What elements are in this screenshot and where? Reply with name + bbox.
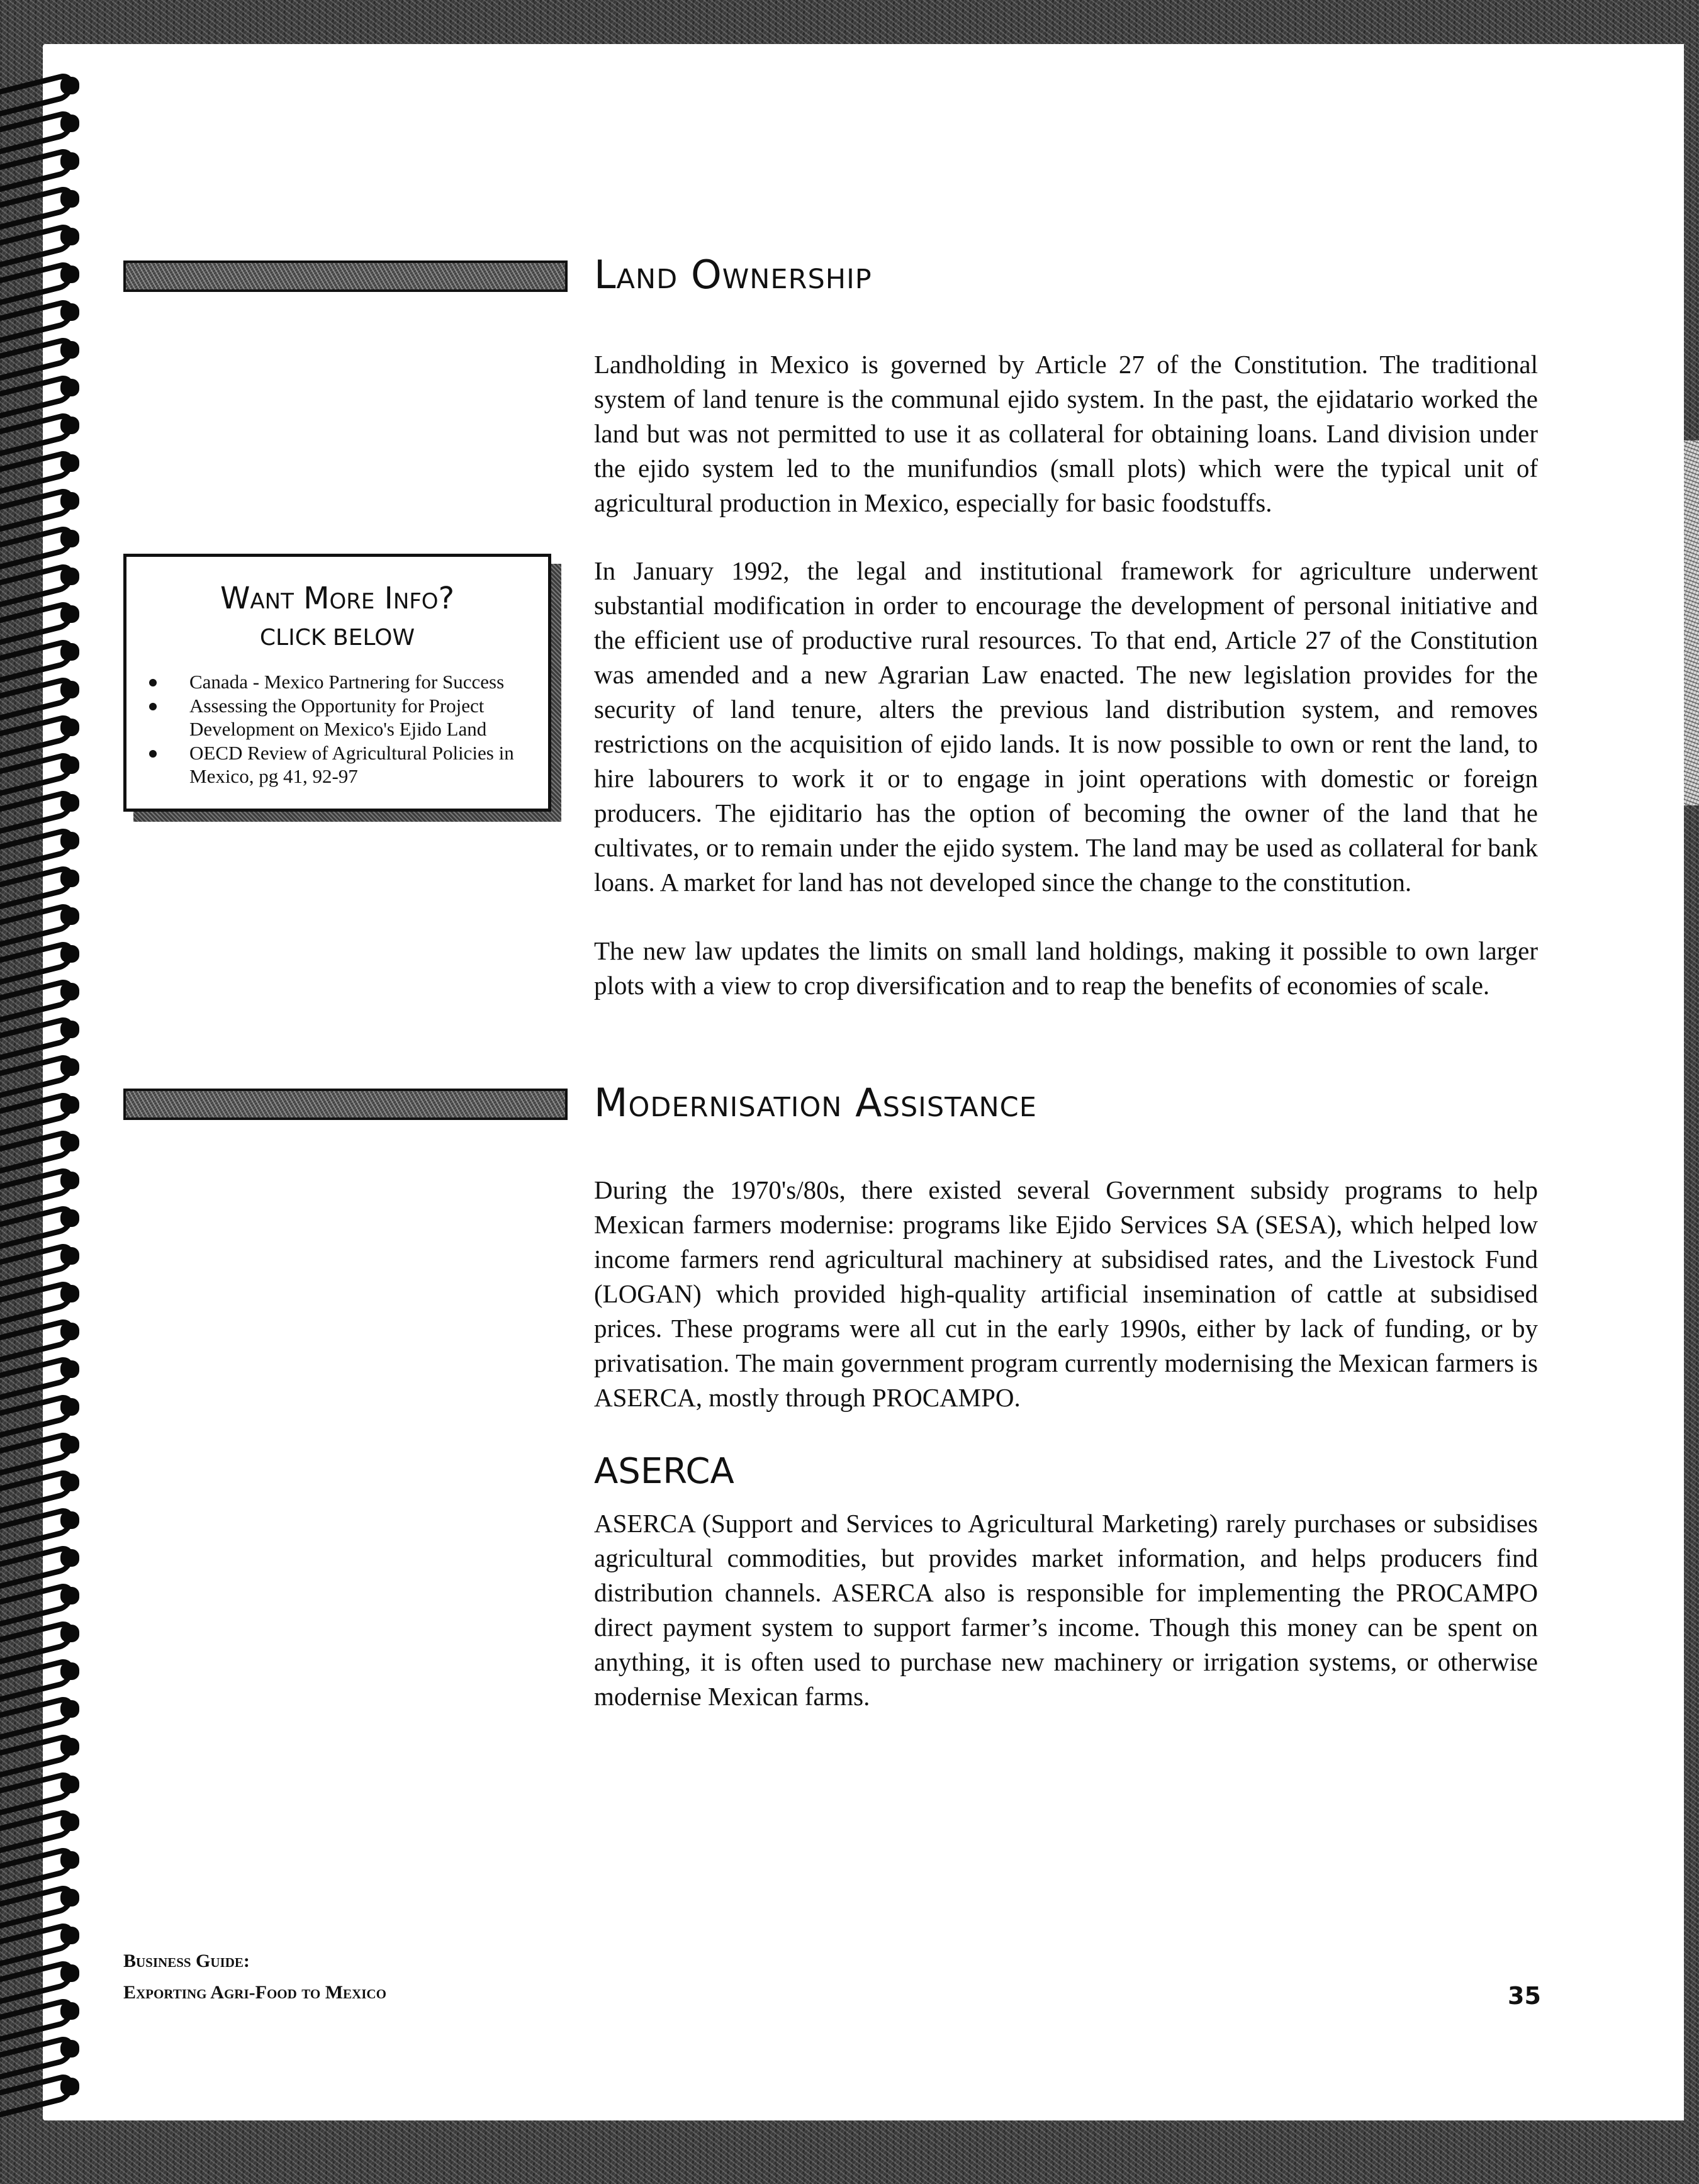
spiral-coil [0,1428,94,1465]
spiral-coil [0,1730,94,1767]
page-number: 35 [1508,1982,1541,2010]
spiral-coil [0,1617,94,1654]
spiral-coil [0,1542,94,1578]
binding-hole [60,1096,79,1114]
spiral-coil [0,1768,94,1805]
binding-hole [60,643,79,661]
spiral-coil [0,1202,94,1238]
binding-hole [60,1134,79,1151]
spiral-coil [0,1240,94,1276]
binding-hole [60,907,79,925]
binding-hole [60,379,79,396]
paragraph: During the 1970's/80s, there existed several Government subsidy programs to help Mexican farmers modernise: programs like Ejido Services SA (SESA), which helped low income farmers rend agricultural machinery at subsidised rates, and the Livestock Fund (LOGAN) which provided high-quality artificial insemination of cattle at subsidised prices. These programs were all cut in the early 1990s, either by lack of funding, or by privatisation. The main government program currently modernising the Mexican farmers is ASERCA, mostly through PROCAMPO. [594,1175,1538,1412]
paragraph: The new law updates the limits on small land holdings, making it possible to own larger plots with a view to crop diversification and to reap the benefits of economies of scale. [594,936,1538,1000]
spiral-coil [0,2070,94,2107]
paragraph: In January 1992, the legal and institutional framework for agriculture underwent substantial modification in order to encourage the development of personal initiative and the efficient use of productive rural resources. To that end, Article 27 of the Constitution was amended and a new Agrarian Law enacted. The new legislation provides for the security of land tenure, alters the previous land distribution system, and removes restrictions on the acquisition of ejido lands. It is now possible to own or rent the land, to hire labourers to work it or to engage in joint operations with domestic or foreign producers. The ejiditario has the option of becoming the owner of the land that he cultivates, or to remain under the ejido system. The land may be used as collateral for bank loans. A market for land has not developed since the change to the constitution. [594,556,1538,897]
spiral-coil [0,1504,94,1540]
binding-hole [60,1511,79,1529]
footer-guide-line2: Exporting Agri-Food to Mexico [123,1982,386,2003]
info-link-label[interactable]: Assessing the Opportunity for Project Development on Mexico's Ejido Land [189,695,487,740]
binding-hole [60,1058,79,1076]
spiral-coil [0,1164,94,1201]
spiral-coil [0,409,94,445]
spiral-coil [0,1579,94,1616]
binding-hole [60,1700,79,1718]
binding-hole [60,2078,79,2095]
binding-hole [60,1776,79,1793]
binding-hole [60,870,79,887]
binding-hole [60,152,79,170]
info-link-ejido-land-opportunity[interactable] [145,694,539,741]
spiral-coil [0,1693,94,1729]
spiral-coil [0,1881,94,1918]
spiral-coil [0,787,94,823]
spiral-coil [0,107,94,143]
spiral-binding [0,69,94,2114]
info-box-title: Want More Info? [220,581,455,616]
spiral-coil [0,1995,94,2031]
spiral-coil [0,333,94,370]
spiral-coil [0,749,94,785]
spiral-coil [0,824,94,861]
spiral-coil [0,938,94,974]
subsection-title-aserca: ASERCA [594,1451,734,1492]
spiral-coil [0,1013,94,1050]
binding-hole [60,832,79,849]
binding-hole [60,1662,79,1680]
spiral-coil [0,1844,94,1880]
info-link-canada-mexico-partnering[interactable] [145,670,539,693]
binding-hole [60,1927,79,1944]
binding-hole [60,1323,79,1340]
binding-hole [60,1587,79,1604]
binding-hole [60,1021,79,1038]
spiral-coil [0,1466,94,1503]
binding-hole [60,115,79,132]
section-header-bar [123,260,568,292]
binding-hole [60,605,79,623]
binding-hole [60,1625,79,1642]
spiral-coil [0,484,94,521]
info-link-label[interactable]: Canada - Mexico Partnering for Success [189,671,505,693]
section-title-modernisation: Modernisation Assistance [594,1080,1037,1126]
binding-hole [60,568,79,585]
bullet-icon [149,750,157,758]
binding-hole [60,983,79,1000]
info-link-list [145,670,539,788]
paragraph: Landholding in Mexico is governed by Article 27 of the Constitution. The traditional system of land tenure is the communal ejido system. In the past, the ejidatario worked the land but was not permitted to use it as collateral for obtaining loans. Land division under the ejido system led to the munifundios (small plots) which were the typical unit of agricultural production in Mexico, especially for basic foodstuffs. [594,350,1538,517]
binding-hole [60,1474,79,1491]
binding-hole [60,303,79,321]
binding-hole [60,492,79,510]
binding-hole [60,266,79,283]
paragraph: ASERCA (Support and Services to Agricultural Marketing) rarely purchases or subsidises agricultural commodities, but provides market information, and helps producers find distribution channels. ASERCA also is responsible for implementing the PROCAMPO direct payment system to support farmer’s income. Though this money can be spent on anything, it is often used to purchase new machinery or irrigation systems, or otherwise modernise Mexican farms. [594,1509,1538,1711]
binding-hole [60,681,79,698]
bullet-icon [149,679,157,686]
binding-hole [60,417,79,434]
binding-hole [60,1549,79,1567]
spiral-coil [0,1277,94,1314]
binding-hole [60,1285,79,1302]
spiral-coil [0,975,94,1012]
binding-hole [60,1851,79,1869]
spiral-coil [0,560,94,596]
spiral-wire [0,2071,74,2119]
spiral-coil [0,1126,94,1163]
binding-hole [60,341,79,359]
spiral-coil [0,1315,94,1352]
binding-hole [60,1813,79,1831]
binding-hole [60,1360,79,1378]
spiral-coil [0,145,94,181]
spiral-coil [0,1957,94,1993]
spiral-coil [0,69,94,106]
spiral-coil [0,900,94,936]
binding-hole [60,1738,79,1756]
section-header-bar [123,1089,568,1120]
binding-hole [60,228,79,245]
section-title-land-ownership: Land Ownership [594,252,872,298]
spiral-coil [0,182,94,219]
binding-hole [60,1436,79,1453]
spiral-coil [0,673,94,710]
spiral-coil [0,711,94,748]
spiral-coil [0,2032,94,2069]
binding-hole [60,454,79,472]
binding-hole [60,945,79,963]
binding-hole [60,719,79,736]
binding-hole [60,1209,79,1227]
info-link-label[interactable]: OECD Review of Agricultural Policies in Mexico, pg 41, 92-97 [189,742,514,787]
spiral-coil [0,258,94,294]
binding-hole [60,794,79,812]
binding-hole [60,1964,79,1982]
footer-guide-line1: Business Guide: [123,1951,250,1971]
spiral-coil [0,1391,94,1427]
spiral-coil [0,1051,94,1087]
binding-hole [60,190,79,208]
binding-hole [60,1889,79,1907]
info-link-oecd-review[interactable] [145,741,539,788]
binding-hole [60,2002,79,2020]
bullet-icon [149,703,157,710]
info-box-subtitle: CLICK BELOW [259,625,415,651]
binding-hole [60,1398,79,1416]
spiral-coil [0,447,94,483]
spiral-coil [0,598,94,634]
spiral-coil [0,522,94,559]
binding-hole [60,1172,79,1189]
spiral-coil [0,1089,94,1125]
spiral-coil [0,296,94,332]
binding-hole [60,2040,79,2058]
spiral-coil [0,1806,94,1842]
spiral-coil [0,220,94,257]
spiral-coil [0,371,94,408]
spiral-coil [0,862,94,899]
spiral-coil [0,636,94,672]
binding-hole [60,530,79,547]
binding-hole [60,77,79,94]
spiral-coil [0,1919,94,1956]
want-more-info-box [123,554,551,812]
binding-hole [60,756,79,774]
binding-hole [60,1247,79,1265]
spiral-coil [0,1655,94,1691]
spiral-coil [0,1353,94,1389]
